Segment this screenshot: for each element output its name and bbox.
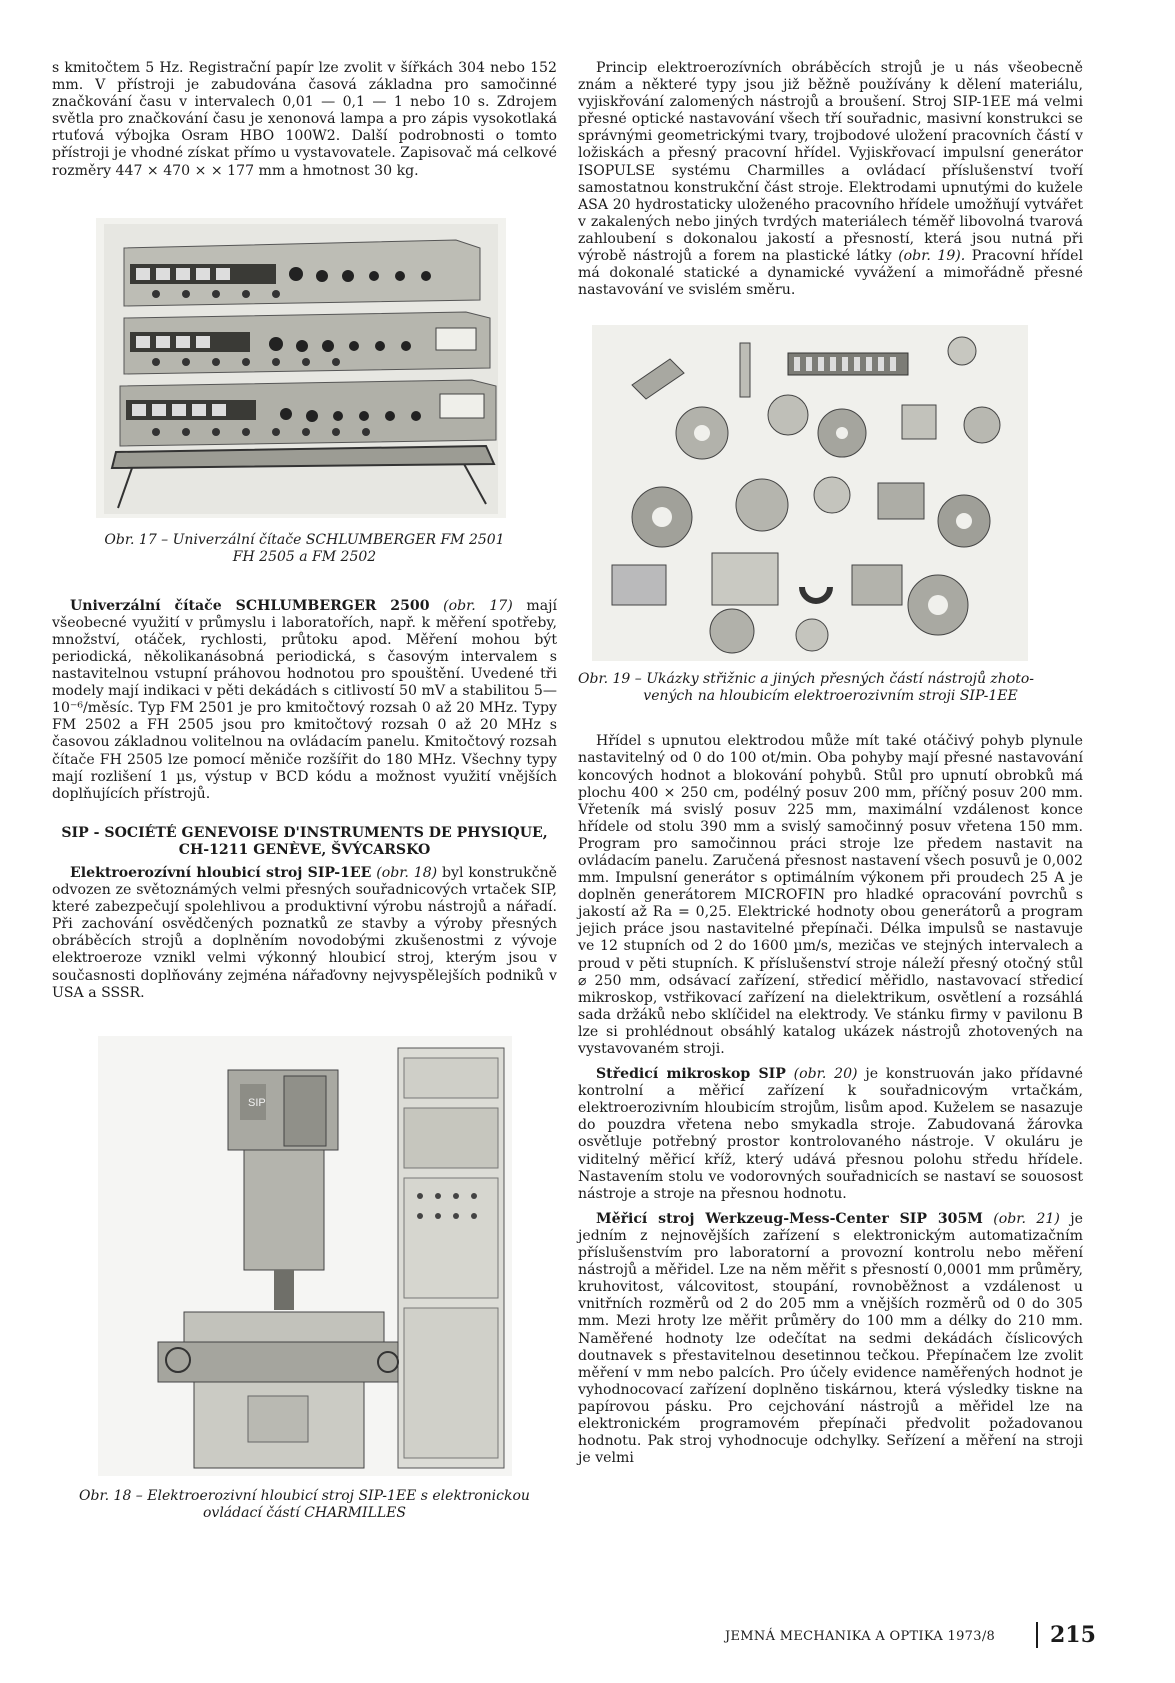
fig17-caption-line2: FH 2505 a FM 2502	[232, 548, 377, 565]
journal-footer: JEMNÁ MECHANIKA A OPTIKA 1973/8	[725, 1629, 996, 1644]
tool-parts-photo	[592, 325, 1028, 661]
section-heading-line2: CH-1211 GENÈVE, ŠVÝCARSKO	[178, 841, 431, 858]
fig19-caption-line2: vených na hloubicím elektroerozivním stroji SIP-1EE	[643, 688, 1018, 705]
body-princip: Princip elektroerozívních obráběcích strojů je u nás všeobecně znám a některé typy jsou již běžně používány k dělení materiálu, vyjiskřování zalomených nástrojů a broušení. Stroj SIP-1EE má velmi přesné optické nastavování všech tří souřadnic, masivní konstrukci se správnými geometrickými tvary, trojbodové uložení pracovních částí v ložiskách a přesný pracovní hřídel. Vyjiskřovací impulsní generátor ISOPULSE systému Charmilles a ovládací příslušenství tvoří samostatnou konstrukční část stroje. Elektrodami upnutými do kužele ASA 20 hydrostaticky uloženého pracovního hřídele umožňují vytvářet v zakalených nebo jiných tvrdých materiálech téměř libovolná tvarová zahloubení s dokonalou jakostí a přesností, která jsou nutná při výrobě nástrojů a forem na plastické látky	[578, 60, 1083, 265]
page-number: 215	[1036, 1622, 1096, 1648]
runin-mikroskop: Středicí mikroskop SIP	[596, 1066, 786, 1083]
ref-obr20: (obr. 20)	[793, 1066, 858, 1083]
work-table	[158, 1312, 398, 1468]
ref-obr17: (obr. 17)	[443, 597, 513, 614]
body-meric-stroj: je jedním z nejnovějších zařízení s elektronickým automatizačním příslušenstvím pro laboratorní a provozní kontrolu nebo měření nástrojů a měřidel. Lze na něm měřit s přesností 0,0001 mm průměry, kruhovitost, válcovitost, stoupání, rovnoběžnost a vzdálenost u vnitřních rozměrů od 2 do 205 mm a vnějších rozměrů od 0 do 305 mm. Mezi hroty lze měřit průměry do 100 mm a délky do 210 mm. Naměřené hodnoty lze odečítat na sedmi dekádách číslicových doutnavek s přestavitelnou desetinnou tečkou. Přepínačem lze zvolit měření v mm nebo palcích. Pro účely evidence naměřených hodnot je vyhodnocovací zařízení doplněno tiskárnou, která výsledky tiskne na papírovou pásku. Pro cejchování nástrojů a měřidel lze na elektronickém programovém přepínači předvolit požadovanou hodnotu. Pak stroj vyhodnocuje odchylky. Seřízení a měření na stroji je velmi	[578, 1210, 1083, 1467]
ref-obr18: (obr. 18)	[376, 864, 438, 881]
paragraph-hridel: Hřídel s upnutou elektrodou může mít také otáčivý pohyb plynule nastavitelný od 0 do 100 ot/min. Oba pohyby mají přesné nastavování koncových hodnot a blokování pohybů. Stůl pro upnutí obrobků má plochu 400 × 250 cm, podélný posuv 200 mm, příčný posuv 200 mm. Vřeteník má svislý posuv 225 mm, maximální vzdálenost konce hřídele od stolu 390 mm a svislý samočinný posuv vřetena 150 mm. Program pro samočinnou práci stroje lze předem nastavit na ovládacím panelu. Zaručená přesnost nastavení všech posuvů je 0,002 mm. Impulsní generátor s optimálním výkonem při proudech 25 A je doplněn generátorem MICROFIN pro hladké opracování povrchů s jakostí až Ra = 0,25. Elektrické hodnoty obou generátorů a program jejich práce jsou nastavitelné přepínači. Délka impulsů se nastavuje ve 12 stupních od 2 do 1600 µm/s, mezičas ve stejných intervalech a proud v pěti stupních. K příslušenství stroje náleží přesný otočný stůl ⌀ 250 mm, odsávací zařízení, středicí měřidlo, nastavovací středicí mikroskop, vstřikovací zařízení na dielektrikum, osvětlení a rozsáhlá sada držáků nebo sklíčidel na elektrody. Ve stánku firmy v pavilonu B lze si prohlédnout obsáhlý katalog ukázek nástrojů zhotovených na vystavovaném stroji.	[578, 733, 1083, 1057]
fig19-caption-line1: Obr. 19 – Ukázky střižnic a jiných přesných částí nástrojů zhoto-	[578, 671, 1035, 688]
counters-photo	[96, 218, 506, 518]
fig18-caption-line2: ovládací částí CHARMILLES	[202, 1504, 406, 1521]
counter-unit-3	[120, 380, 496, 446]
figure-19	[592, 325, 1028, 661]
sip-label: SIP	[248, 1096, 266, 1109]
paragraph-princip	[578, 60, 1083, 299]
runin-schlumberger: Univerzální čítače SCHLUMBERGER 2500	[70, 597, 430, 614]
ref-obr19: (obr. 19).	[898, 248, 966, 265]
body-schlumberger: mají všeobecné využití v průmyslu i laboratořích, např. k měření spotřeby, množství, otáček, rychlosti, průtoku apod. Měření mohou být periodická, několikanásobná periodická, s časovým intervalem s nastavitelnou vstupní práhovou hodnotou pro spouštění. Uvedené tři modely mají indikaci v pěti dekádách s citlivostí 50 mV a stabilitou 5—10⁻⁶/měsíc. Typ FM 2501 je pro kmitočtový rozsah 0 až 20 MHz. Typy FM 2502 a FH 2505 jsou pro kmitočtový rozsah 0 až 20 MHz s časovou základnou volitelnou na ovládacím panelu. Kmitočtový rozsah čítače FH 2505 lze pomocí měniče rozšířit do 180 MHz. Všechny typy mají rozlišení 1 µs, výstup v BCD kódu a možnost využití vnějších doplňujících přístrojů.	[52, 597, 558, 802]
left-column	[52, 60, 557, 1522]
counter-unit-1	[124, 240, 480, 306]
paragraph-sip-1ee	[52, 865, 557, 1002]
body-sip-1ee: byl konstrukčně odvozen ze světoznámých velmi přesných souřadnicových vrtaček SIP, které zabezpečují spolehlivou a produktivní výrobu nástrojů a nářadí. Při zachování osvědčených poznatků ze stavby a výroby přesných obráběcích strojů a doplněním novodobými zkušenostmi z vývoje elektroeroze vznikl velmi výkonný hloubicí stroj, kterým jsou v současnosti doplňovány zejména nářaďovny nejvyspělejších podniků v USA a SSSR.	[52, 864, 558, 1001]
paragraph-mikroskop	[578, 1066, 1083, 1203]
body-princip-tail: Pracovní hřídel má dokonalé statické a dynamické vyvážení a mimořádně přesné nastavování ve svislém směru.	[578, 248, 1083, 299]
paragraph-schlumberger	[52, 598, 557, 803]
body-mikroskop: je konstruován jako přídavné kontrolní a měřicí zařízení k souřadnicovým vrtačkám, elektroerozivním hloubicím strojům, lisům apod. Kuželem se nasazuje do pouzdra vřetena nebo smykadla stroje. Zabudovaná žárovka osvětluje potřebný prostor kontrolovaného nástroje. V okuláru je viditelný měřicí kříž, který udává přesnou polohu středu hřídele. Nastavením stolu ve vodorovných souřadnicích se nastaví se souosost nástroje a stroje na přesnou hodnotu.	[578, 1066, 1084, 1202]
ref-obr21: (obr. 21)	[993, 1210, 1060, 1227]
runin-sip-1ee: Elektroerozívní hloubicí stroj SIP-1EE	[70, 864, 372, 881]
control-cabinet	[398, 1048, 504, 1468]
right-column	[578, 60, 1083, 1467]
counter-unit-2	[124, 312, 490, 374]
section-heading-line1: SIP - SOCIÉTÉ GENEVOISE D'INSTRUMENTS DE PHYSIQUE,	[61, 824, 548, 841]
paragraph-intro: s kmitočtem 5 Hz. Registrační papír lze zvolit v šířkách 304 nebo 152 mm. V přístroji je zabudována časová základna pro samočinné značkování času v intervalech 0,01 — 0,1 — 1 nebo 10 s. Zdrojem světla pro značkování času je xenonová lampa a pro zápis vysokotlaká rtuťová výbojka Osram HBO 100W2. Další podrobnosti o tomto přístroji je vhodné získat přímo u vystavovatele. Zapisovač má celkové rozměry 447 × 470 × × 177 mm a hmotnost 30 kg.	[52, 60, 557, 179]
sip-machine-photo	[98, 1036, 512, 1476]
figure-17	[96, 218, 506, 518]
paragraph-meric-stroj	[578, 1211, 1083, 1467]
figure-18	[98, 1036, 512, 1476]
fig18-caption-line1: Obr. 18 – Elektroerozivní hloubicí stroj SIP-1EE s elektronickou	[79, 1487, 530, 1504]
fig17-caption-line1: Obr. 17 – Univerzální čítače SCHLUMBERGER FM 2501	[104, 531, 505, 548]
runin-meric-stroj: Měřicí stroj Werkzeug-Mess-Center SIP 305M	[596, 1210, 983, 1227]
